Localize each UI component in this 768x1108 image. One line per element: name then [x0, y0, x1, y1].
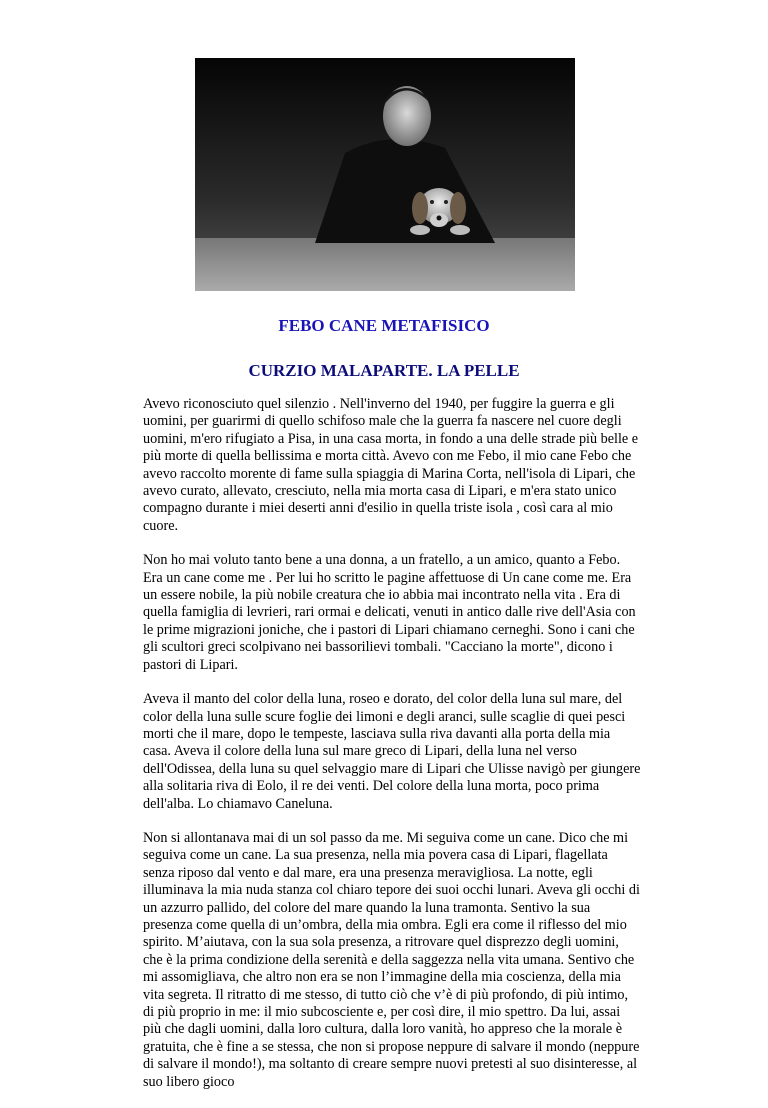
page-subtitle: CURZIO MALAPARTE. LA PELLE — [248, 361, 520, 380]
article-body — [143, 396, 641, 1108]
header-photo — [195, 58, 575, 291]
paragraph: Aveva il manto del color della luna, roseo e dorato, del color della luna sul mare, del color della luna sulle scure foglie dei limoni e degli aranci, sulle scaglie di quei pesci morti che il mare, dopo le tempeste, lasciava sulla riva davanti alla porta della mia casa. Aveva il colore della luna sul mare greco di Lipari, della luna nel verso dell'Odissea, della luna su quel selvaggio mare di Lipari che Ulisse navigò per giungere alla solitaria riva di Eolo, il re dei venti. Del colore della luna morta, poco prima dell'alba. Lo chiamavo Caneluna. — [143, 691, 641, 812]
paragraph: Non ho mai voluto tanto bene a una donna, a un fratello, a un amico, quanto a Febo. Era un cane come me . Per lui ho scritto le pagine affettuose di Un cane come me. Era un essere nobile, la più nobile creatura che io abbia mai incontrato nella vita . Era di quella famiglia di levrieri, rari ormai e delicati, venuti in antico dalle rive dell'Asia con le prime migrazioni joniche, che i pastori di Lipari chiamano cerneghi. Sono i cani che gli scultori greci scolpivano nei bassorilievi tombali. "Cacciano la morte", dicono i pastori di Lipari. — [143, 552, 636, 673]
paragraph: Avevo riconosciuto quel silenzio . Nell'inverno del 1940, per fuggire la guerra e gli uomini, per guarirmi di quello schifoso male che la guerra fa nascere nel cuore degli uomini, m'ero rifugiato a Pisa, in una casa morta, in fondo a una delle strade più belle e più morte di quella bellissima e morta città. Avevo con me Febo, il mio cane Febo che avevo raccolto morente di fame sulla spiaggia di Marina Corta, nell'isola di Lipari, che avevo curato, allevato, cresciuto, nella mia morta casa di Lipari, e m'era stato unico compagno durante i miei deserti anni d'esilio in quella triste isola , così cara al mio cuore. — [143, 396, 639, 534]
page-title: FEBO CANE METAFISICO — [278, 316, 490, 335]
paragraph: Non si allontanava mai di un sol passo da me. Mi seguiva come un cane. Dico che mi seguiva come un cane. La sua presenza, nella mia povera casa di Lipari, flagellata senza riposo dal vento e dal mare, era una presenza meravigliosa. La notte, egli illuminava la mia nuda stanza col chiaro tepore dei suoi occhi lunari. Aveva gli occhi di un azzurro pallido, del colore del mare quando la luna tramonta. Sentivo la sua presenza come quella di un’ombra, della mia ombra. Egli era come il riflesso del mio spirito. M’aiutava, con la sua sola presenza, a ritrovare quel disprezzo degli uomini, che è la prima condizione della serenità e della saggezza nella vita umana. Sentivo che mi assomigliava, che altro non era se non l’immagine della mia coscienza, della mia vita segreta. Il ritratto di me stesso, di tutto ciò che v’è di più profondo, di più intimo, di più proprio in me: il mio subcosciente e, per così dire, il mio spettro. Da lui, assai più che dagli uomini, dalla loro cultura, dalla loro vanità, ho appreso che la morale è gratuita, che è fine a se stessa, che non si propose neppure di salvare il mondo (neppure di salvare il mondo!), ma soltanto di creare sempre nuovi pretesti al suo disinteresse, al suo libero gioco — [143, 829, 640, 1090]
photo-man-with-dog-icon — [195, 58, 575, 291]
